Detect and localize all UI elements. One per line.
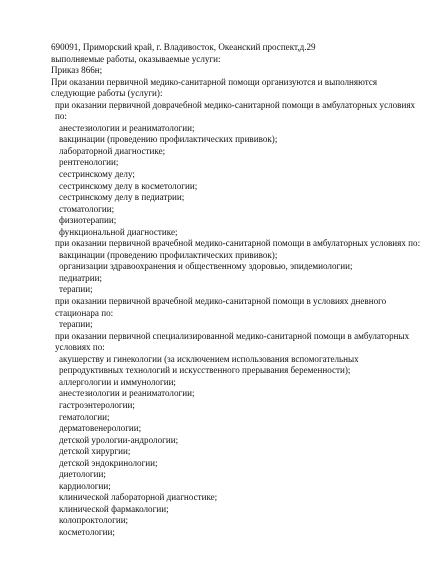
list-item: анестезиологии и реаниматологии; [59, 122, 195, 133]
list-item: терапии; [59, 284, 93, 295]
list-item: клинической лабораторной диагностике; [59, 492, 218, 503]
list-item: кардиологии; [59, 480, 111, 491]
list-item: сестринскому делу в косметологии; [59, 180, 198, 191]
section-heading-line: при оказании первичной врачебной медико-санитарной помощи в условиях дневного стационара по: [55, 296, 387, 318]
list-item: анестезиологии и реаниматологии; [59, 388, 195, 399]
list-item: педиатрии; [59, 272, 102, 283]
list-item: дерматовенерологии; [59, 423, 142, 434]
list-item: гастроэнтерологии; [59, 399, 135, 410]
list-item: стоматологии; [59, 203, 115, 214]
list-item: диетологии; [59, 469, 106, 480]
list-item: детской урологии-андрологии; [59, 434, 179, 445]
document-paragraph: выполняемые работы, оказываемые услуги: [51, 53, 221, 64]
section-heading-line: при оказании первичной доврачебной медико-санитарной помощи в амбулаторных условиях по: [55, 99, 416, 122]
list-item: терапии; [59, 319, 93, 330]
list-item: лабораторной диагностике; [59, 145, 166, 156]
list-item: вакцинации (проведению профилактических прививок); [59, 134, 278, 145]
list-item: рентгенологии; [59, 157, 119, 168]
list-item: гематологии; [59, 411, 110, 422]
list-item: организации здравоохранения и общественному здоровью, эпидемиологии; [59, 261, 353, 272]
document-paragraph: 690091, Приморский край, г. Владивосток, Океанский проспект,д.29 [51, 42, 316, 52]
document-page [51, 42, 421, 539]
document-paragraph: Приказ 866н; [51, 65, 103, 76]
document-paragraph: При оказании первичной медико-санитарной помощи организуются и выполняются следующие работы (услуги): [51, 76, 378, 99]
list-item: колопроктологии; [59, 515, 129, 526]
section-heading-line: при оказании первичной врачебной медико-санитарной помощи в амбулаторных условиях по: [55, 238, 421, 249]
list-item: косметологии; [59, 526, 115, 537]
list-item: детской хирургии; [59, 446, 131, 457]
list-item: аллергологии и иммунологии; [59, 376, 176, 387]
list-item: физиотерапии; [59, 215, 117, 226]
list-item: функциональной диагностике; [59, 226, 178, 237]
list-item: детской эндокринологии; [59, 457, 158, 468]
list-item: сестринскому делу; [59, 169, 135, 180]
section-heading-line: при оказании первичной специализированной медико-санитарной помощи в амбулаторных условиях по: [55, 330, 410, 353]
list-item: сестринскому делу в педиатрии; [59, 192, 185, 203]
list-item: вакцинации (проведению профилактических прививок); [59, 249, 278, 260]
list-item: акушерству и гинекологии (за исключением использования вспомогательных репродуктивных технологий и искусственного прерывания беременности); [59, 353, 359, 376]
list-item: клинической фармакологии; [59, 503, 169, 514]
